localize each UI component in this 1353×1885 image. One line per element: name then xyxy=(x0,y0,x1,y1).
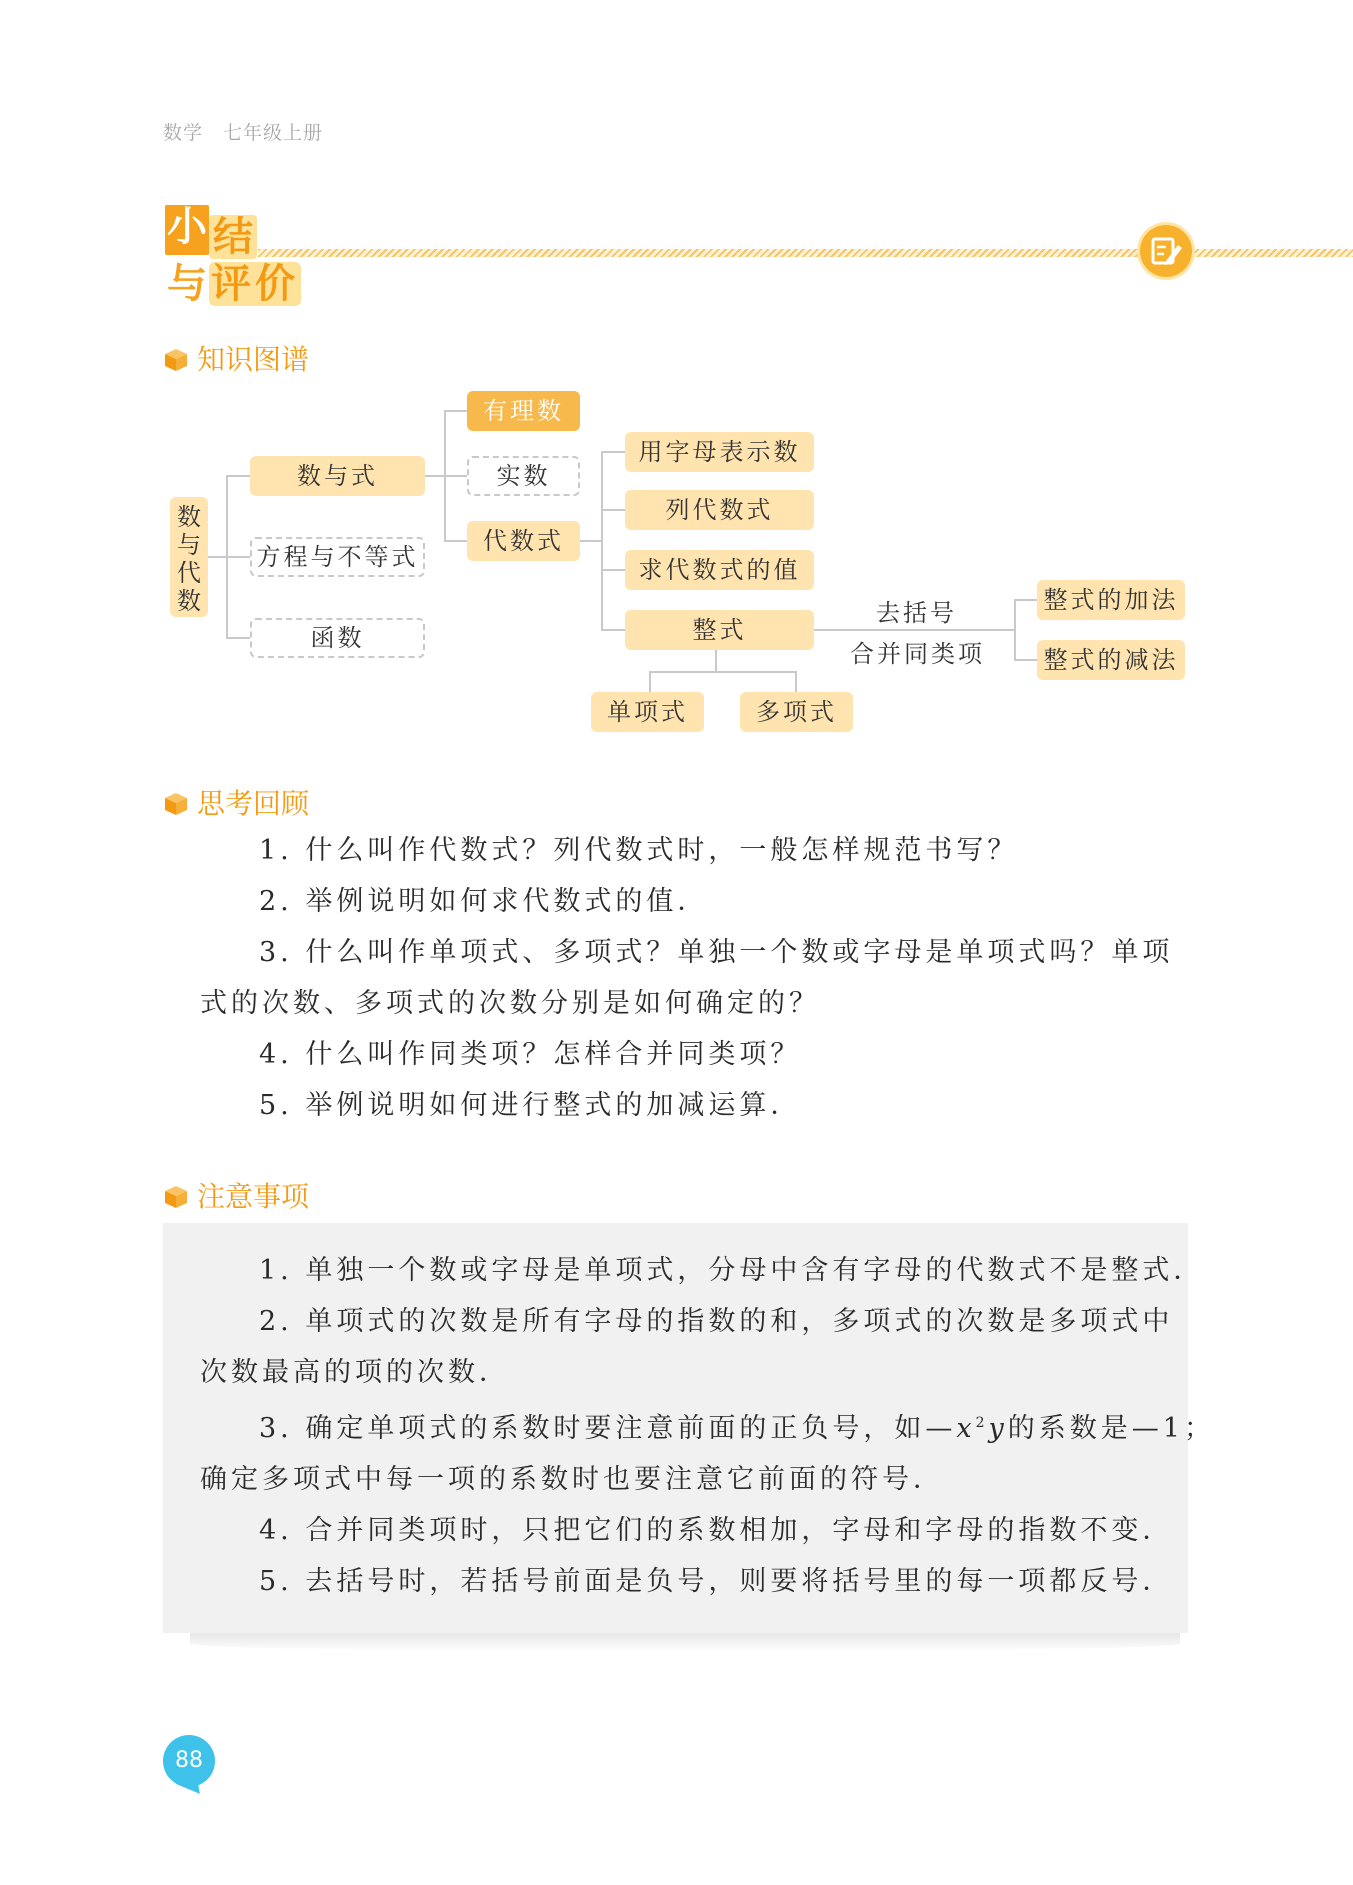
node-danxiang: 单项式 xyxy=(591,692,704,732)
node-zhengshi: 整式 xyxy=(625,610,814,650)
review-item: 1. 什么叫作代数式？列代数式时，一般怎样规范书写？ xyxy=(259,835,1019,866)
node-root: 数与代数 xyxy=(170,497,208,617)
node-lie: 列代数式 xyxy=(625,490,814,530)
review-questions xyxy=(200,825,1174,1131)
review-item-continued: 式的次数、多项式的次数分别是如何确定的？ xyxy=(200,988,820,1019)
cube-icon xyxy=(163,791,189,817)
note-item: 1. 单独一个数或字母是单项式，分母中含有字母的代数式不是整式． xyxy=(259,1255,1205,1286)
title-char-2: 结 xyxy=(209,215,257,259)
node-hanshu: 函数 xyxy=(250,618,425,658)
review-item: 3. 什么叫作单项式、多项式？单独一个数或字母是单项式吗？单项 xyxy=(259,937,1174,968)
page-number: 88 xyxy=(163,1735,215,1787)
node-jiafa: 整式的加法 xyxy=(1037,580,1185,620)
cube-icon xyxy=(163,1184,189,1210)
edge-label-qukuohao: 去括号 xyxy=(876,599,957,627)
node-youlishu: 有理数 xyxy=(467,391,580,431)
note-item: 3. 确定单项式的系数时要注意前面的正负号，如$—x^2y$的系数是—1； xyxy=(259,1413,1215,1444)
review-item: 4. 什么叫作同类项？怎样合并同类项？ xyxy=(259,1039,802,1070)
note-item-continued: 次数最高的项的次数． xyxy=(200,1357,510,1388)
node-fangcheng: 方程与不等式 xyxy=(250,537,425,577)
note-item: 5. 去括号时，若括号前面是负号，则要将括号里的每一项都反号． xyxy=(259,1566,1174,1597)
title-char-3: 与 xyxy=(167,261,207,307)
edge-label-hebing: 合并同类项 xyxy=(850,640,985,668)
title-char-4: 评价 xyxy=(211,261,299,307)
running-header: 数学 七年级上册 xyxy=(163,122,324,144)
review-item: 5. 举例说明如何进行整式的加减运算． xyxy=(259,1090,802,1121)
node-jianfa: 整式的减法 xyxy=(1037,640,1185,680)
note-item: 4. 合并同类项时，只把它们的系数相加，字母和字母的指数不变． xyxy=(259,1515,1174,1546)
section-review-heading: 思考回顾 xyxy=(163,782,309,822)
node-duoxiang: 多项式 xyxy=(740,692,853,732)
title-char-1: 小 xyxy=(165,205,209,255)
section-knowledge-map-heading: 知识图谱 xyxy=(163,338,309,378)
note-item-continued: 确定多项式中每一项的系数时也要注意它前面的符号． xyxy=(200,1464,944,1495)
node-zimu: 用字母表示数 xyxy=(625,432,814,472)
notes-panel-shadow xyxy=(190,1633,1180,1651)
note-item: 2. 单项式的次数是所有字母的指数的和，多项式的次数是多项式中 xyxy=(259,1306,1174,1337)
node-shishu: 实数 xyxy=(467,456,580,496)
section-notes-heading: 注意事项 xyxy=(163,1175,309,1215)
math-expression: $—x^2y$ xyxy=(925,1413,1008,1444)
node-shu-yu-shi: 数与式 xyxy=(250,456,425,496)
notes-list xyxy=(200,1245,1215,1607)
node-qiuzhi: 求代数式的值 xyxy=(625,550,814,590)
review-item: 2. 举例说明如何求代数式的值． xyxy=(259,886,709,917)
node-daishushi: 代数式 xyxy=(467,521,580,561)
